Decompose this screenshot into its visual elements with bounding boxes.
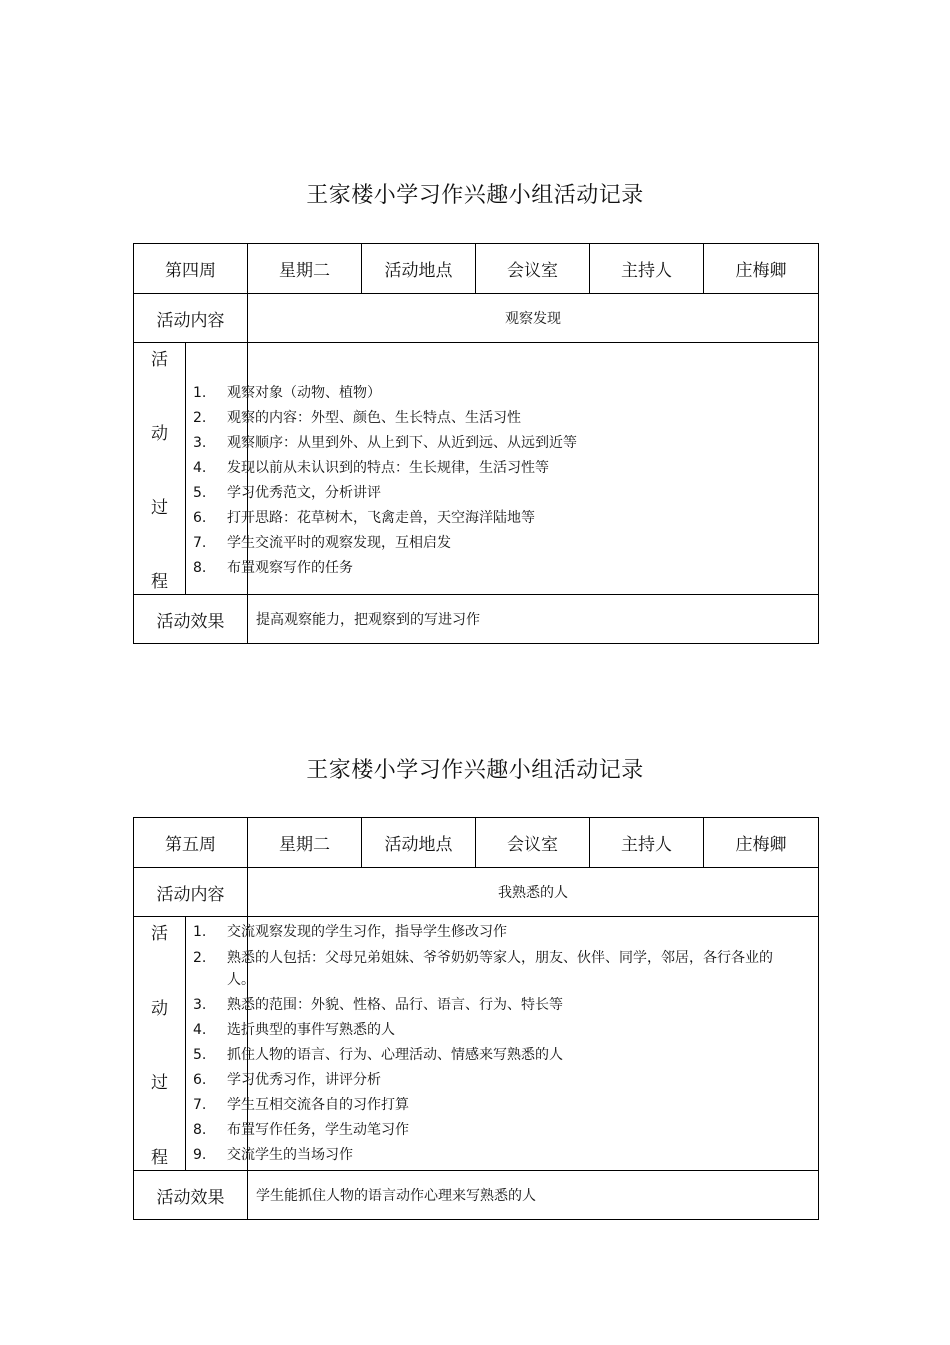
list-item: 1. 交流观察发现的学生习作，指导学生修改习作 [193, 924, 507, 940]
effect-row [134, 595, 819, 644]
list-item: 9. 交流学生的当场习作 [193, 1147, 353, 1163]
location-value: 会议室 [476, 244, 590, 294]
record-title: 王家楼小学习作兴趣小组活动记录 [306, 183, 644, 208]
process-list [193, 917, 819, 1171]
process-label-char: 活 [151, 924, 168, 944]
record-table [133, 817, 819, 1220]
list-item: 6. 学习优秀习作，讲评分析 [193, 1072, 381, 1088]
list-item: 2. 熟悉的人包括：父母兄弟姐妹、爷爷奶奶等家人，朋友、伙伴、同学，邻居，各行各业的人。 [193, 950, 773, 988]
list-item: 8. 布置写作任务，学生动笔习作 [193, 1122, 409, 1138]
process-label-char: 动 [151, 998, 168, 1019]
weekday-cell: 星期二 [248, 818, 362, 868]
location-label: 活动地点 [362, 244, 476, 294]
effect-label: 活动效果 [134, 595, 248, 644]
host-value: 庄梅卿 [704, 818, 819, 868]
host-value: 庄梅卿 [704, 244, 819, 294]
process-label-char: 程 [151, 1147, 168, 1168]
list-item: 8. 布置观察写作的任务 [193, 560, 353, 576]
content-row [134, 868, 819, 917]
record-title: 王家楼小学习作兴趣小组活动记录 [306, 758, 644, 783]
weekday-cell: 星期二 [248, 244, 362, 294]
effect-value: 提高观察能力，把观察到的写进习作 [248, 595, 819, 644]
list-item: 1. 观察对象（动物、植物） [193, 385, 381, 401]
content-value: 观察发现 [248, 294, 819, 343]
process-label-char: 过 [151, 498, 168, 518]
content-row [134, 294, 819, 343]
list-item: 4. 选折典型的事件写熟悉的人 [193, 1022, 395, 1038]
host-label: 主持人 [590, 818, 704, 868]
list-item: 2. 观察的内容：外型、颜色、生长特点、生活习性 [193, 410, 521, 426]
week-cell: 第五周 [134, 818, 248, 868]
process-label-char: 程 [151, 572, 168, 592]
list-item: 7. 学生互相交流各自的习作打算 [193, 1097, 409, 1113]
list-item: 6. 打开思路：花草树木，飞禽走兽，天空海洋陆地等 [193, 510, 535, 526]
effect-row [134, 1171, 819, 1220]
list-item: 5. 学习优秀范文，分析讲评 [193, 485, 381, 501]
location-value: 会议室 [476, 818, 590, 868]
process-row [134, 917, 819, 1171]
list-item: 5. 抓住人物的语言、行为、心理活动、情感来写熟悉的人 [193, 1047, 563, 1063]
header-row [134, 818, 819, 868]
process-label-char: 活 [151, 350, 168, 370]
process-row [134, 343, 819, 595]
list-item: 7. 学生交流平时的观察发现，互相启发 [193, 535, 451, 551]
host-label: 主持人 [590, 244, 704, 294]
list-item: 3. 熟悉的范围：外貌、性格、品行、语言、行为、特长等 [193, 997, 563, 1013]
list-item: 3. 观察顺序：从里到外、从上到下、从近到远、从远到近等 [193, 435, 577, 451]
header-row [134, 244, 819, 294]
process-list [193, 343, 819, 595]
activity-record-week5 [133, 817, 818, 1220]
process-label-char: 过 [151, 1073, 168, 1094]
week-cell: 第四周 [134, 244, 248, 294]
record-table [133, 243, 819, 644]
process-label-char: 动 [151, 424, 168, 444]
activity-record-week4 [133, 243, 818, 644]
effect-label: 活动效果 [134, 1171, 248, 1220]
content-label: 活动内容 [134, 294, 248, 343]
location-label: 活动地点 [362, 818, 476, 868]
content-value: 我熟悉的人 [248, 868, 819, 917]
content-label: 活动内容 [134, 868, 248, 917]
effect-value: 学生能抓住人物的语言动作心理来写熟悉的人 [248, 1171, 819, 1220]
list-item: 4. 发现以前从未认识到的特点：生长规律，生活习性等 [193, 460, 549, 476]
